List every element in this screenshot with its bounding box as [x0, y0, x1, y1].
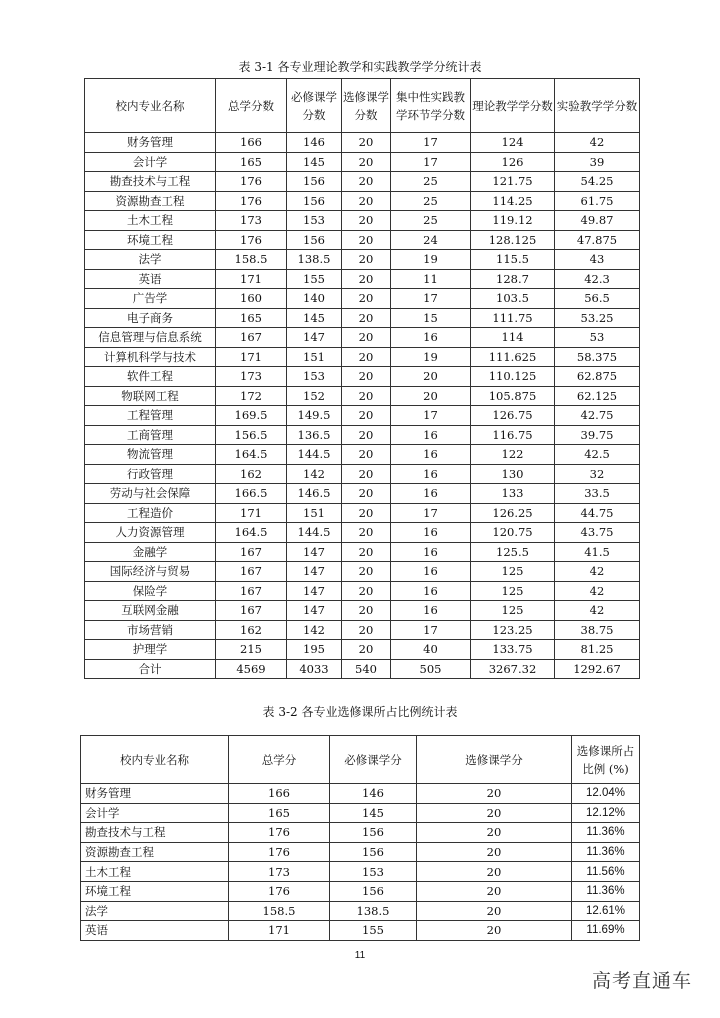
table-cell: 142 — [287, 464, 342, 484]
row-label: 国际经济与贸易 — [85, 562, 216, 582]
table1-header-cell: 集中性实践教学环节学分数 — [391, 79, 471, 133]
table-cell: 110.125 — [471, 367, 555, 387]
table-cell: 19 — [391, 250, 471, 270]
table-cell: 20 — [342, 308, 391, 328]
table-cell: 172 — [216, 386, 287, 406]
table-cell: 16 — [391, 523, 471, 543]
row-label: 软件工程 — [85, 367, 216, 387]
table-cell: 20 — [417, 881, 572, 901]
row-label: 电子商务 — [85, 308, 216, 328]
page-number: 11 — [354, 950, 366, 961]
table-cell: 114.25 — [471, 191, 555, 211]
table-row — [81, 921, 640, 941]
table-cell: 20 — [342, 425, 391, 445]
table-cell: 20 — [342, 464, 391, 484]
table-cell: 42 — [555, 133, 640, 153]
table2-header-cell: 选修课学分 — [417, 736, 572, 784]
table-row — [85, 367, 640, 387]
table2-header-cell: 选修课所占比例 (%) — [572, 736, 640, 784]
table-cell: 62.125 — [555, 386, 640, 406]
table-cell: 167 — [216, 562, 287, 582]
table2-header-cell: 总学分 — [229, 736, 330, 784]
table-row — [85, 445, 640, 465]
table-cell: 39.75 — [555, 425, 640, 445]
table-cell: 25 — [391, 191, 471, 211]
watermark-text: 高考直通车 — [591, 970, 692, 992]
row-label: 行政管理 — [85, 464, 216, 484]
table-cell: 114 — [471, 328, 555, 348]
table-cell: 124 — [471, 133, 555, 153]
table-row — [85, 191, 640, 211]
table-cell: 136.5 — [287, 425, 342, 445]
table-cell: 160 — [216, 289, 287, 309]
table-cell: 61.75 — [555, 191, 640, 211]
table-cell: 165 — [229, 803, 330, 823]
row-label: 法学 — [81, 901, 229, 921]
elective-ratio-table — [80, 735, 640, 941]
table-cell: 20 — [342, 562, 391, 582]
table-cell: 11.69% — [572, 921, 640, 941]
table-cell: 20 — [342, 484, 391, 504]
table-cell: 166.5 — [216, 484, 287, 504]
table-cell: 54.25 — [555, 172, 640, 192]
table-row — [85, 211, 640, 231]
table-cell: 42 — [555, 601, 640, 621]
row-label: 法学 — [85, 250, 216, 270]
table-cell: 20 — [417, 901, 572, 921]
table-cell: 38.75 — [555, 620, 640, 640]
table-cell: 42.3 — [555, 269, 640, 289]
credit-statistics-table — [84, 78, 640, 679]
table-cell: 19 — [391, 347, 471, 367]
table-cell: 111.75 — [471, 308, 555, 328]
row-label: 环境工程 — [81, 881, 229, 901]
table-cell: 153 — [287, 211, 342, 231]
table-cell: 176 — [216, 230, 287, 250]
table-cell: 20 — [417, 921, 572, 941]
table-cell: 39 — [555, 152, 640, 172]
table-cell: 41.5 — [555, 542, 640, 562]
row-label: 计算机科学与技术 — [85, 347, 216, 367]
table-cell: 133.75 — [471, 640, 555, 660]
table-cell: 123.25 — [471, 620, 555, 640]
table-cell: 16 — [391, 445, 471, 465]
table-cell: 42.75 — [555, 406, 640, 426]
table-cell: 155 — [287, 269, 342, 289]
table-cell: 24 — [391, 230, 471, 250]
table-cell: 156 — [330, 881, 417, 901]
table-row — [85, 289, 640, 309]
table-cell: 171 — [229, 921, 330, 941]
row-label: 勘查技术与工程 — [85, 172, 216, 192]
table-cell: 20 — [417, 842, 572, 862]
table-cell: 145 — [287, 308, 342, 328]
table-cell: 20 — [342, 250, 391, 270]
table-cell: 151 — [287, 503, 342, 523]
table-cell: 165 — [216, 152, 287, 172]
table-cell: 146 — [287, 133, 342, 153]
table-cell: 126.75 — [471, 406, 555, 426]
table-cell: 142 — [287, 620, 342, 640]
table-row — [85, 386, 640, 406]
table-cell: 505 — [391, 659, 471, 679]
table-cell: 20 — [417, 784, 572, 804]
row-label: 人力资源管理 — [85, 523, 216, 543]
table-cell: 32 — [555, 464, 640, 484]
table-row — [85, 620, 640, 640]
table-cell: 145 — [330, 803, 417, 823]
table-row — [85, 152, 640, 172]
row-label: 信息管理与信息系统 — [85, 328, 216, 348]
table-cell: 144.5 — [287, 523, 342, 543]
table-cell: 42.5 — [555, 445, 640, 465]
table-cell: 115.5 — [471, 250, 555, 270]
table-cell: 156 — [287, 172, 342, 192]
table-cell: 17 — [391, 406, 471, 426]
table-cell: 58.375 — [555, 347, 640, 367]
table-cell: 17 — [391, 620, 471, 640]
table-cell: 20 — [342, 211, 391, 231]
table2-header-row — [81, 736, 640, 784]
row-label: 资源勘查工程 — [85, 191, 216, 211]
row-label: 会计学 — [85, 152, 216, 172]
row-label: 英语 — [85, 269, 216, 289]
table-cell: 20 — [342, 503, 391, 523]
table-cell: 20 — [342, 133, 391, 153]
table-cell: 156.5 — [216, 425, 287, 445]
table-cell: 62.875 — [555, 367, 640, 387]
table-cell: 125 — [471, 581, 555, 601]
table-cell: 147 — [287, 328, 342, 348]
table-cell: 17 — [391, 289, 471, 309]
table-cell: 167 — [216, 581, 287, 601]
table-cell: 173 — [216, 211, 287, 231]
table-row — [85, 172, 640, 192]
row-label: 护理学 — [85, 640, 216, 660]
table-row — [85, 347, 640, 367]
table-row — [81, 862, 640, 882]
table-cell: 1292.67 — [555, 659, 640, 679]
table-cell: 152 — [287, 386, 342, 406]
table-cell: 20 — [342, 269, 391, 289]
table-cell: 176 — [229, 881, 330, 901]
table-row — [85, 484, 640, 504]
table-cell: 156 — [330, 823, 417, 843]
table-cell: 176 — [229, 823, 330, 843]
table-cell: 215 — [216, 640, 287, 660]
table-cell: 20 — [342, 172, 391, 192]
row-label: 财务管理 — [85, 133, 216, 153]
table-cell: 146 — [330, 784, 417, 804]
table-cell: 11.36% — [572, 823, 640, 843]
table-cell: 16 — [391, 581, 471, 601]
table-row — [85, 406, 640, 426]
row-label: 工商管理 — [85, 425, 216, 445]
table-cell: 156 — [287, 230, 342, 250]
table-cell: 17 — [391, 152, 471, 172]
table-cell: 176 — [216, 172, 287, 192]
table-cell: 146.5 — [287, 484, 342, 504]
row-label: 财务管理 — [81, 784, 229, 804]
table-cell: 166 — [216, 133, 287, 153]
table-row — [85, 464, 640, 484]
table-cell: 156 — [330, 842, 417, 862]
table-cell: 42 — [555, 562, 640, 582]
table-row — [85, 250, 640, 270]
table-cell: 20 — [391, 386, 471, 406]
table-row — [85, 328, 640, 348]
table-cell: 33.5 — [555, 484, 640, 504]
table-cell: 140 — [287, 289, 342, 309]
table-cell: 20 — [391, 367, 471, 387]
table-cell: 144.5 — [287, 445, 342, 465]
table-cell: 16 — [391, 542, 471, 562]
table-cell: 105.875 — [471, 386, 555, 406]
table-cell: 145 — [287, 152, 342, 172]
table-cell: 16 — [391, 464, 471, 484]
table-row — [85, 581, 640, 601]
table-cell: 166 — [229, 784, 330, 804]
table-cell: 20 — [342, 386, 391, 406]
table-cell: 116.75 — [471, 425, 555, 445]
table-cell: 49.87 — [555, 211, 640, 231]
row-label: 合计 — [85, 659, 216, 679]
table-cell: 195 — [287, 640, 342, 660]
table2-caption: 表 3-2 各专业选修课所占比例统计表 — [262, 705, 458, 719]
table-cell: 173 — [216, 367, 287, 387]
table-row — [85, 640, 640, 660]
table2-header-cell: 必修课学分 — [330, 736, 417, 784]
table1-header-cell: 总学分数 — [216, 79, 287, 133]
table-row — [81, 784, 640, 804]
table-row — [85, 562, 640, 582]
table-cell: 40 — [391, 640, 471, 660]
table-cell: 125.5 — [471, 542, 555, 562]
table-cell: 20 — [342, 640, 391, 660]
table-row — [85, 503, 640, 523]
table-cell: 111.625 — [471, 347, 555, 367]
table-cell: 4033 — [287, 659, 342, 679]
row-label: 土木工程 — [81, 862, 229, 882]
table-cell: 130 — [471, 464, 555, 484]
row-label: 保险学 — [85, 581, 216, 601]
table-cell: 162 — [216, 464, 287, 484]
table-cell: 11.56% — [572, 862, 640, 882]
table1-header-cell: 选修课学分数 — [342, 79, 391, 133]
table-cell: 81.25 — [555, 640, 640, 660]
table-cell: 171 — [216, 269, 287, 289]
table-row — [85, 542, 640, 562]
row-label: 资源勘查工程 — [81, 842, 229, 862]
table-cell: 125 — [471, 601, 555, 621]
row-label: 会计学 — [81, 803, 229, 823]
table1-header-cell: 必修课学分数 — [287, 79, 342, 133]
table-cell: 20 — [342, 328, 391, 348]
table-cell: 11 — [391, 269, 471, 289]
table-row — [81, 803, 640, 823]
table-cell: 12.12% — [572, 803, 640, 823]
table-cell: 147 — [287, 542, 342, 562]
table-row — [85, 308, 640, 328]
row-label: 市场营销 — [85, 620, 216, 640]
row-label: 互联网金融 — [85, 601, 216, 621]
table1-header-row — [85, 79, 640, 133]
table-cell: 156 — [287, 191, 342, 211]
table-cell: 158.5 — [229, 901, 330, 921]
table-cell: 53.25 — [555, 308, 640, 328]
table-cell: 3267.32 — [471, 659, 555, 679]
row-label: 环境工程 — [85, 230, 216, 250]
table-cell: 121.75 — [471, 172, 555, 192]
row-label: 物联网工程 — [85, 386, 216, 406]
table-cell: 20 — [342, 406, 391, 426]
table-row — [85, 425, 640, 445]
table-cell: 42 — [555, 581, 640, 601]
table-cell: 16 — [391, 562, 471, 582]
table-cell: 20 — [342, 289, 391, 309]
table-row — [85, 659, 640, 679]
row-label: 英语 — [81, 921, 229, 941]
table-cell: 126 — [471, 152, 555, 172]
table-cell: 20 — [342, 523, 391, 543]
table-cell: 11.36% — [572, 881, 640, 901]
table-row — [85, 133, 640, 153]
table-cell: 103.5 — [471, 289, 555, 309]
table-cell: 122 — [471, 445, 555, 465]
table-row — [81, 901, 640, 921]
table-cell: 20 — [417, 803, 572, 823]
table-cell: 20 — [417, 862, 572, 882]
table-cell: 15 — [391, 308, 471, 328]
table-cell: 120.75 — [471, 523, 555, 543]
table-cell: 20 — [342, 620, 391, 640]
table-cell: 20 — [342, 230, 391, 250]
table-cell: 164.5 — [216, 523, 287, 543]
table-row — [85, 523, 640, 543]
table-cell: 43 — [555, 250, 640, 270]
table-cell: 17 — [391, 133, 471, 153]
table-cell: 151 — [287, 347, 342, 367]
table-cell: 16 — [391, 601, 471, 621]
table-cell: 173 — [229, 862, 330, 882]
table-cell: 56.5 — [555, 289, 640, 309]
table2-header-cell: 校内专业名称 — [81, 736, 229, 784]
table-cell: 25 — [391, 211, 471, 231]
table-cell: 20 — [417, 823, 572, 843]
table-row — [81, 881, 640, 901]
table-cell: 20 — [342, 445, 391, 465]
table-cell: 147 — [287, 581, 342, 601]
table-cell: 167 — [216, 601, 287, 621]
row-label: 工程管理 — [85, 406, 216, 426]
row-label: 劳动与社会保障 — [85, 484, 216, 504]
table-cell: 164.5 — [216, 445, 287, 465]
table-cell: 171 — [216, 347, 287, 367]
table-cell: 176 — [216, 191, 287, 211]
table-cell: 176 — [229, 842, 330, 862]
table-cell: 153 — [330, 862, 417, 882]
row-label: 土木工程 — [85, 211, 216, 231]
table-cell: 128.125 — [471, 230, 555, 250]
table-cell: 147 — [287, 601, 342, 621]
table-cell: 20 — [342, 152, 391, 172]
table-row — [81, 823, 640, 843]
table-row — [85, 269, 640, 289]
row-label: 工程造价 — [85, 503, 216, 523]
table-cell: 20 — [342, 191, 391, 211]
table-cell: 149.5 — [287, 406, 342, 426]
table-cell: 128.7 — [471, 269, 555, 289]
table-cell: 16 — [391, 425, 471, 445]
table-cell: 165 — [216, 308, 287, 328]
table-cell: 12.04% — [572, 784, 640, 804]
table-cell: 20 — [342, 542, 391, 562]
table-row — [85, 601, 640, 621]
table-cell: 20 — [342, 581, 391, 601]
table1-caption: 表 3-1 各专业理论教学和实践教学学分统计表 — [238, 60, 482, 74]
table-row — [85, 230, 640, 250]
table-cell: 125 — [471, 562, 555, 582]
table-cell: 138.5 — [287, 250, 342, 270]
table-cell: 133 — [471, 484, 555, 504]
table-cell: 171 — [216, 503, 287, 523]
table-cell: 25 — [391, 172, 471, 192]
table-cell: 126.25 — [471, 503, 555, 523]
table-cell: 16 — [391, 328, 471, 348]
table-cell: 169.5 — [216, 406, 287, 426]
table-cell: 540 — [342, 659, 391, 679]
table1-header-cell: 实验教学学分数 — [555, 79, 640, 133]
row-label: 金融学 — [85, 542, 216, 562]
table-cell: 20 — [342, 347, 391, 367]
table-cell: 147 — [287, 562, 342, 582]
table-cell: 153 — [287, 367, 342, 387]
table-cell: 167 — [216, 542, 287, 562]
table-row — [81, 842, 640, 862]
table-cell: 20 — [342, 367, 391, 387]
table-cell: 167 — [216, 328, 287, 348]
table-cell: 47.875 — [555, 230, 640, 250]
table-cell: 53 — [555, 328, 640, 348]
table-cell: 12.61% — [572, 901, 640, 921]
table-cell: 11.36% — [572, 842, 640, 862]
table-cell: 138.5 — [330, 901, 417, 921]
row-label: 物流管理 — [85, 445, 216, 465]
row-label: 勘查技术与工程 — [81, 823, 229, 843]
table-cell: 43.75 — [555, 523, 640, 543]
table-cell: 4569 — [216, 659, 287, 679]
row-label: 广告学 — [85, 289, 216, 309]
table-cell: 17 — [391, 503, 471, 523]
table-cell: 44.75 — [555, 503, 640, 523]
table1-header-cell: 理论教学学分数 — [471, 79, 555, 133]
table-cell: 155 — [330, 921, 417, 941]
table-cell: 158.5 — [216, 250, 287, 270]
table-cell: 20 — [342, 601, 391, 621]
table-cell: 162 — [216, 620, 287, 640]
table-cell: 16 — [391, 484, 471, 504]
table1-header-cell: 校内专业名称 — [85, 79, 216, 133]
table-cell: 119.12 — [471, 211, 555, 231]
